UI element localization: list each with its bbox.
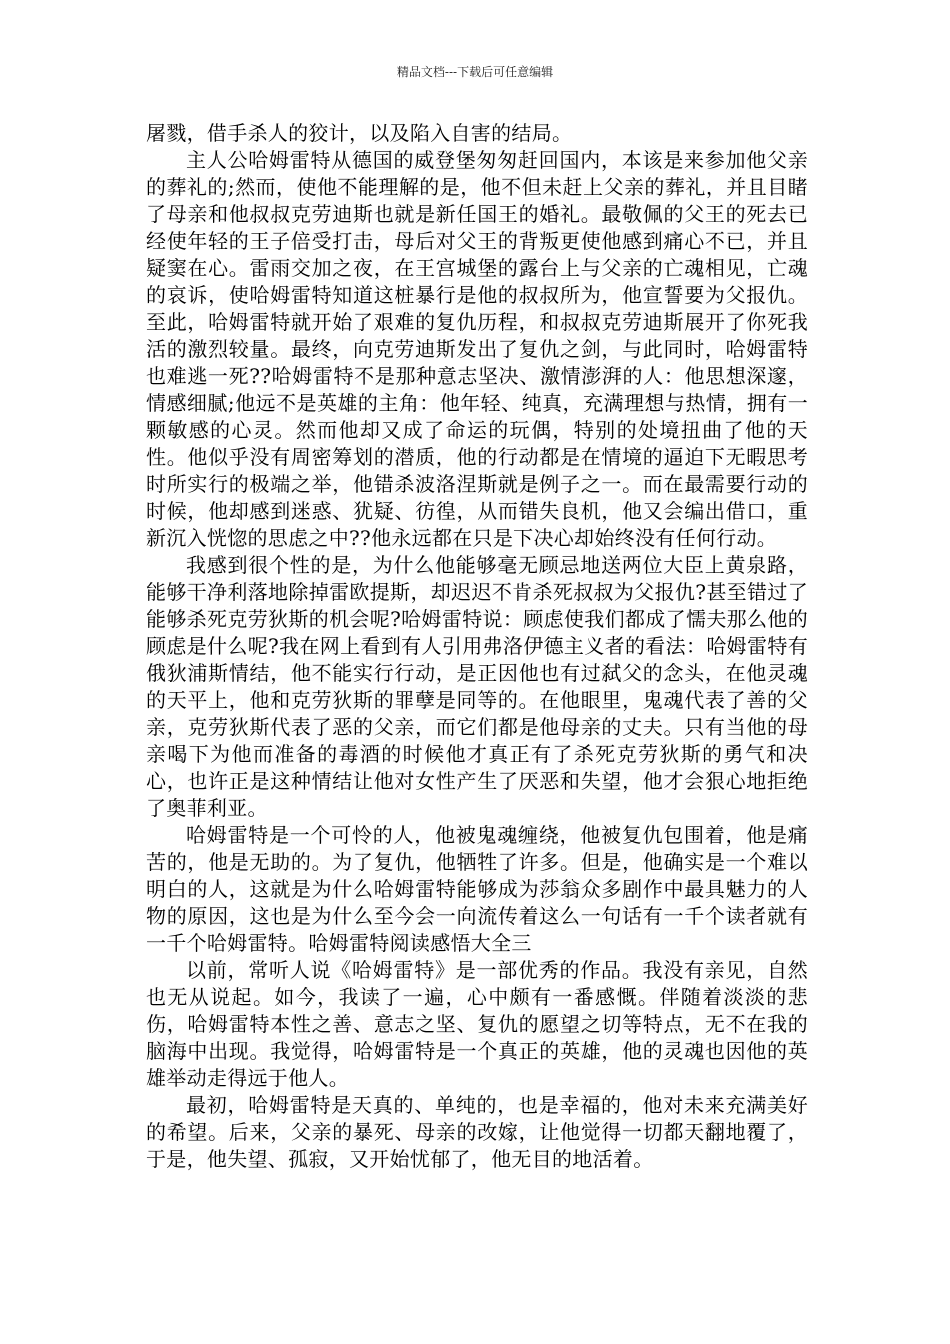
paragraph: 主人公哈姆雷特从德国的威登堡匆匆赶回国内，本该是来参加他父亲的葬礼的;然而，使他不能理解的是，他不但未赶上父亲的葬礼，并且目睹了母亲和他叔叔克劳迪斯也就是新任国王的婚礼。最敬佩的父王的死去已经使年轻的王子倍受打击，母后对父王的背叛更使他感到痛心不已，并且疑窦在心。雷雨交加之夜，在王宫城堡的露台上与父亲的亡魂相见，亡魂的哀诉，使哈姆雷特知道这桩暴行是他的叔叔所为，他宣誓要为父报仇。至此，哈姆雷特就开始了艰难的复仇历程，和叔叔克劳迪斯展开了你死我活的激烈较量。最终，向克劳迪斯发出了复仇之剑，与此同时，哈姆雷特也难逃一死??哈姆雷特不是那种意志坚决、激情澎湃的人：他思想深邃，情感细腻;他远不是英雄的主角：他年轻、纯真，充满理想与热情，拥有一颗敏感的心灵。然而他却又成了命运的玩偶，特别的处境扭曲了他的天性。他似乎没有周密筹划的潜质，他的行动都是在情境的逼迫下无暇思考时所实行的极端之举，他错杀波洛涅斯就是例子之一。而在最需要行动的时候，他却感到迷惑、犹疑、彷徨，从而错失良机，他又会编出借口，重新沉入恍惚的思虑之中??他永远都在只是下决心却始终没有任何行动。 [146, 148, 808, 550]
paragraph: 屠戮，借手杀人的狡计，以及陷入自害的结局。 [146, 121, 573, 145]
paragraph: 以前，常听人说《哈姆雷特》是一部优秀的作品。我没有亲见，自然也无从说起。如今，我读了一遍，心中颇有一番感慨。伴随着淡淡的悲伤，哈姆雷特本性之善、意志之坚、复仇的愿望之切等特点，无不在我的脑海中出现。我觉得，哈姆雷特是一个真正的英雄，他的灵魂也因他的英雄举动走得远于他人。 [146, 958, 808, 1090]
page-header: 精品文档---下载后可任意编辑 [396, 65, 554, 79]
document-body [146, 120, 808, 1173]
paragraph: 哈姆雷特是一个可怜的人，他被鬼魂缠绕，他被复仇包围着，他是痛苦的，他是无助的。为了复仇，他牺牲了许多。但是，他确实是一个难以明白的人，这就是为什么哈姆雷特能够成为莎翁众多剧作中最具魅力的人物的原因，这也是为什么至今会一向流传着这么一句话有一千个读者就有一千个哈姆雷特。哈姆雷特阅读感悟大全三 [146, 823, 808, 955]
paragraph: 我感到很个性的是，为什么他能够毫无顾忌地送两位大臣上黄泉路，能够干净利落地除掉雷欧提斯，却迟迟不肯杀死叔叔为父报仇?甚至错过了能够杀死克劳狄斯的机会呢?哈姆雷特说：顾虑使我们都成了懦夫那么他的顾虑是什么呢?我在网上看到有人引用弗洛伊德主义者的看法：哈姆雷特有俄狄浦斯情结，他不能实行行动，是正因他也有过弑父的念头，在他灵魂的天平上，他和克劳狄斯的罪孽是同等的。在他眼里，鬼魂代表了善的父亲，克劳狄斯代表了恶的父亲，而它们都是他母亲的丈夫。只有当他的母亲喝下为他而准备的毒酒的时候他才真正有了杀死克劳狄斯的勇气和决心，也许正是这种情结让他对女性产生了厌恶和失望，他才会狠心地拒绝了奥菲利亚。 [146, 553, 808, 820]
paragraph: 最初，哈姆雷特是天真的、单纯的，也是幸福的，他对未来充满美好的希望。后来，父亲的暴死、母亲的改嫁，让他觉得一切都天翻地覆了，于是，他失望、孤寂，又开始忧郁了，他无目的地活着。 [146, 1093, 808, 1171]
